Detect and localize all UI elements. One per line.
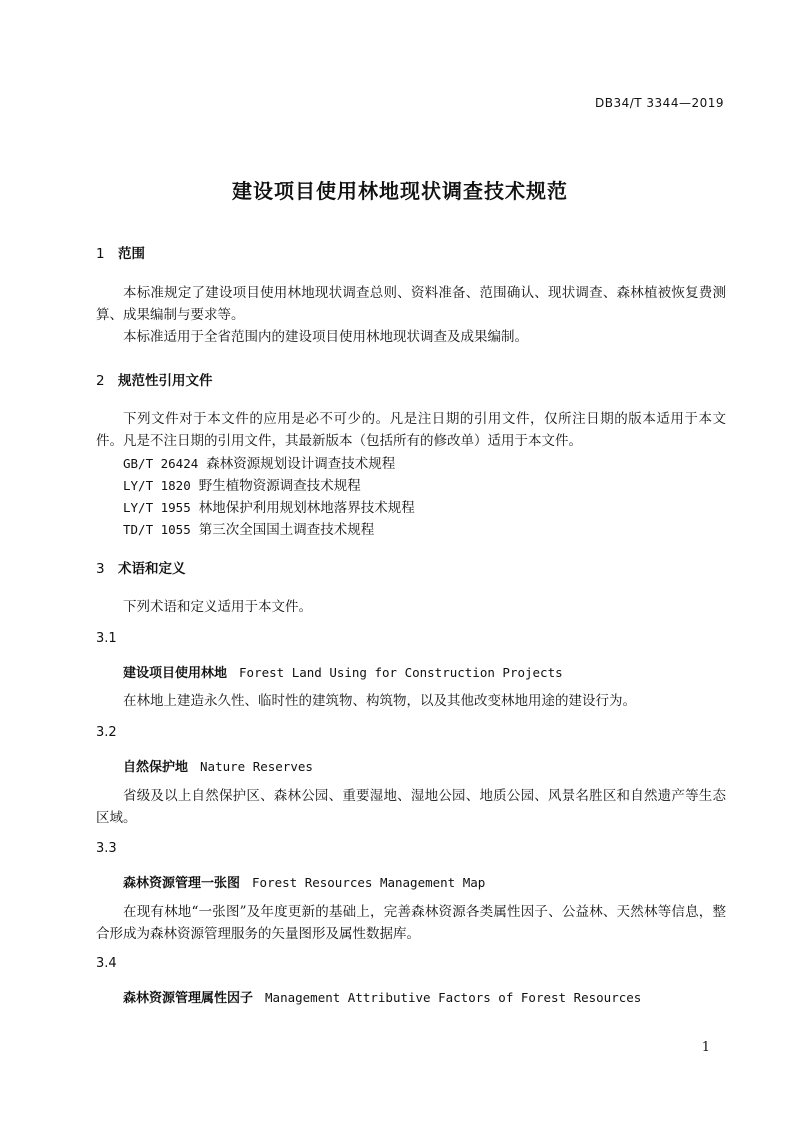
term-number: 3.1 <box>96 631 117 646</box>
term-english: Forest Land Using for Construction Projects <box>239 665 563 680</box>
reference-title: 第三次全国国土调查技术规程 <box>198 522 375 538</box>
section-number: 2 <box>96 373 105 389</box>
document-title: 建设项目使用林地现状调查技术规范 <box>232 179 568 203</box>
section-title: 范围 <box>118 246 145 262</box>
section-2-paragraph-1: 下列文件对于本文件的应用是必不可少的。凡是注日期的引用文件，仅所注日期的版本适用于本文件。凡是不注日期的引用文件，其最新版本（包括所有的修改单）适用于本文件。 <box>96 411 726 449</box>
term-english: Nature Reserves <box>200 759 313 774</box>
reference-code: GB/T 26424 <box>123 456 199 471</box>
standard-code: DB34/T 3344—2019 <box>594 96 724 110</box>
reference-item <box>123 518 374 538</box>
reference-item <box>123 452 395 472</box>
section-1-paragraph-1: 本标准规定了建设项目使用林地现状调查总则、资料准备、范围确认、现状调查、森林植被恢复费测算、成果编制与要求等。 <box>96 285 726 323</box>
term-chinese: 建设项目使用林地 <box>123 666 228 681</box>
term-english: Forest Resources Management Map <box>252 875 486 890</box>
term-definition: 省级及以上自然保护区、森林公园、重要湿地、湿地公园、地质公园、风景名胜区和自然遗产等生态区域。 <box>96 788 726 826</box>
section-title: 规范性引用文件 <box>118 373 213 389</box>
term-number: 3.2 <box>96 725 117 740</box>
reference-title: 森林资源规划设计调查技术规程 <box>206 456 396 472</box>
section-2-heading <box>96 369 213 389</box>
reference-title: 野生植物资源调查技术规程 <box>198 478 361 494</box>
reference-item <box>123 496 415 516</box>
term-number: 3.3 <box>96 841 117 856</box>
section-3-heading <box>96 557 186 577</box>
section-1-heading <box>96 242 145 262</box>
section-number: 3 <box>96 561 105 577</box>
term-english: Management Attributive Factors of Forest Resources <box>265 990 642 1005</box>
reference-title: 林地保护利用规划林地落界技术规程 <box>198 500 415 516</box>
term-chinese: 森林资源管理属性因子 <box>123 991 254 1006</box>
term-chinese: 自然保护地 <box>123 760 189 775</box>
term-heading <box>123 756 313 775</box>
reference-code: LY/T 1820 <box>123 478 191 493</box>
section-1-paragraph-2: 本标准适用于全省范围内的建设项目使用林地现状调查及成果编制。 <box>123 329 528 345</box>
term-heading <box>123 987 641 1006</box>
term-chinese: 森林资源管理一张图 <box>123 876 241 891</box>
reference-item <box>123 474 361 494</box>
section-3-intro: 下列术语和定义适用于本文件。 <box>123 599 312 615</box>
section-number: 1 <box>96 246 105 262</box>
reference-code: TD/T 1055 <box>123 522 191 537</box>
term-heading <box>123 872 485 891</box>
section-title: 术语和定义 <box>118 561 186 577</box>
term-definition: 在林地上建造永久性、临时性的建筑物、构筑物，以及其他改变林地用途的建设行为。 <box>123 693 636 709</box>
page-number: 1 <box>701 1040 710 1055</box>
reference-code: LY/T 1955 <box>123 500 191 515</box>
term-definition: 在现有林地“一张图”及年度更新的基础上，完善森林资源各类属性因子、公益林、天然林等信息，整合形成为森林资源管理服务的矢量图形及属性数据库。 <box>96 904 726 942</box>
term-heading <box>123 662 563 681</box>
term-number: 3.4 <box>96 956 117 971</box>
